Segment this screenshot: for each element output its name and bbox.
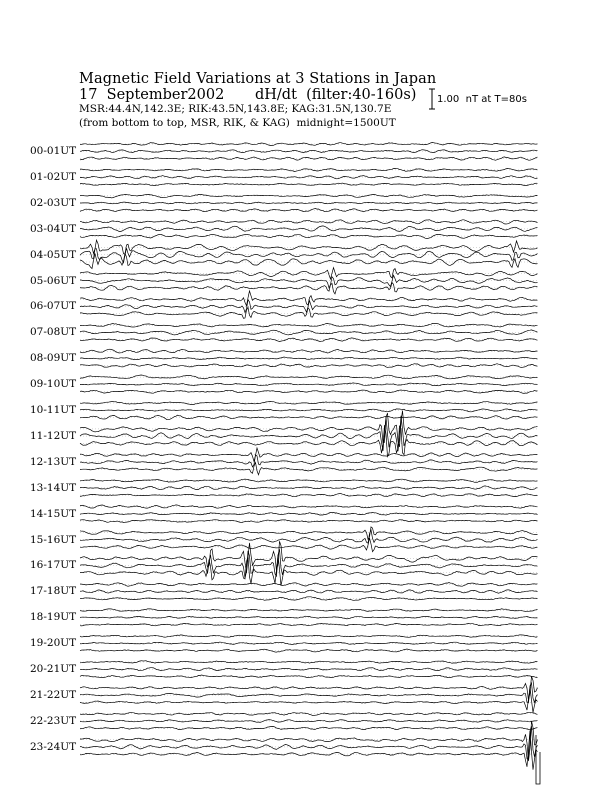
- hour-label: 08-09UT: [30, 352, 77, 365]
- trace-msr-23-24ut: [80, 731, 538, 770]
- trace-kag-00-01ut: [80, 143, 538, 146]
- date-label: 17 September2002: [79, 87, 225, 103]
- trace-kag-02-03ut: [80, 194, 538, 198]
- trace-msr-11-12ut: [80, 425, 538, 456]
- trace-msr-22-23ut: [80, 726, 538, 729]
- trace-msr-19-20ut: [80, 649, 538, 652]
- trace-rik-22-23ut: [80, 720, 538, 723]
- trace-kag-10-11ut: [80, 401, 538, 404]
- hour-label: 03-04UT: [30, 222, 77, 235]
- trace-msr-15-16ut: [80, 538, 538, 552]
- trace-rik-21-22ut: [80, 683, 538, 703]
- hour-label: 13-14UT: [30, 481, 77, 494]
- trace-kag-15-16ut: [80, 527, 538, 539]
- quantity-label: dH/dt (filter:40-160s): [255, 87, 417, 103]
- trace-msr-21-22ut: [80, 687, 538, 712]
- trace-msr-13-14ut: [80, 494, 538, 497]
- trace-msr-03-04ut: [80, 234, 538, 238]
- station-order-note: (from bottom to top, MSR, RIK, & KAG) midnight=1500UT: [79, 117, 396, 129]
- hour-label: 22-23UT: [30, 714, 77, 727]
- trace-rik-00-01ut: [80, 150, 538, 153]
- hour-label: 07-08UT: [30, 326, 77, 339]
- trace-rik-11-12ut: [80, 416, 538, 451]
- hour-label: 20-21UT: [30, 663, 77, 675]
- hour-label: 16-17UT: [30, 559, 77, 572]
- trace-kag-16-17ut: [80, 541, 538, 573]
- hour-label: 21-22UT: [30, 688, 77, 701]
- hour-label: 10-11UT: [30, 404, 77, 416]
- trace-msr-00-01ut: [80, 157, 538, 160]
- trace-kag-19-20ut: [80, 635, 538, 637]
- trace-rik-23-24ut: [80, 726, 538, 759]
- trace-msr-10-11ut: [80, 415, 538, 420]
- trace-rik-19-20ut: [80, 642, 538, 644]
- hour-label: 11-12UT: [30, 429, 77, 442]
- trace-rik-05-06ut: [80, 275, 538, 288]
- hour-label: 17-18UT: [30, 585, 77, 598]
- hour-label: 02-03UT: [30, 196, 77, 209]
- trace-msr-05-06ut: [80, 283, 538, 294]
- trace-kag-04-05ut: [80, 240, 538, 254]
- hour-label: 19-20UT: [30, 637, 77, 650]
- trace-msr-09-10ut: [80, 390, 538, 393]
- trace-msr-16-17ut: [80, 555, 538, 586]
- trace-msr-04-05ut: [80, 253, 538, 268]
- hour-label: 09-10UT: [30, 378, 77, 391]
- trace-kag-14-15ut: [80, 505, 538, 508]
- trace-msr-12-13ut: [80, 463, 538, 475]
- trace-rik-10-11ut: [80, 409, 538, 412]
- hour-label: 12-13UT: [30, 455, 77, 468]
- hour-label: 23-24UT: [30, 740, 77, 753]
- hour-label: 14-15UT: [30, 507, 77, 520]
- hour-label: 01-02UT: [30, 170, 77, 183]
- hour-label: 18-19UT: [30, 611, 77, 624]
- scale-label: 1.00 nT at T=80s: [437, 94, 527, 105]
- trace-kag-23-24ut: [80, 721, 538, 761]
- trace-kag-21-22ut: [80, 676, 538, 700]
- hour-label: 05-06UT: [30, 274, 77, 287]
- chart-title: Magnetic Field Variations at 3 Stations in Japan: [79, 71, 437, 87]
- hour-label: 00-01UT: [30, 145, 77, 157]
- hour-label: 06-07UT: [30, 300, 77, 313]
- station-coordinates: MSR:44.4N,142.3E; RIK:43.5N,143.8E; KAG:31.5N,130.7E: [79, 103, 392, 115]
- trace-kag-22-23ut: [80, 712, 538, 715]
- hour-label: 15-16UT: [30, 533, 77, 546]
- trace-rik-02-03ut: [80, 202, 538, 204]
- trace-msr-06-07ut: [80, 307, 538, 318]
- hour-label: 04-05UT: [30, 248, 77, 261]
- trace-kag-18-19ut: [80, 609, 538, 612]
- trace-rik-12-13ut: [80, 455, 538, 467]
